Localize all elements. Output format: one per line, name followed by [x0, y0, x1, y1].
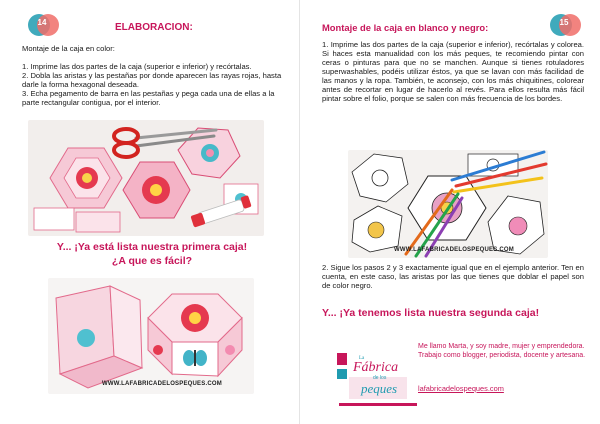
callout-second-box: Y... ¡Ya tenemos lista nuestra segunda caja!	[322, 307, 540, 319]
instructions	[22, 44, 284, 107]
logo-illustration	[333, 349, 423, 417]
step-1-text: 1. Imprime las dos partes de la caja (superior e inferior), recórtalas y colorea. Si haces esta manualidad con los más peques, te recomiendo pintar con ceras o pinturas para que no se manchen. Aunque si tienes rotuladores superwashables, podéis utilizar éstos, ya que se lavan con más facilidad de las manos y la ropa. También, te aconsejo, con los más chiquitines, colorear antes de recortar en lugar de hacerlo al revés. Para ellos resulta más fácil pintar sobre el folio, porque se salen con más frecuencia de los bordes.	[322, 40, 584, 103]
photo-watermark: WWW.LAFABRICADELOSPEQUES.COM	[394, 247, 514, 253]
photo-coloring-pieces	[348, 150, 548, 258]
author-bio-line-1: Me llamo Marta, y soy madre, mujer y emprendedora.	[418, 343, 585, 350]
fabrica-peques-logo	[333, 349, 423, 417]
website-link[interactable]: lafabricadelospeques.com	[418, 384, 504, 393]
page-heading: Montaje de la caja en blanco y negro:	[322, 22, 489, 33]
logo-infix: de los	[373, 375, 387, 381]
photo-watermark: WWW.LAFABRICADELOSPEQUES.COM	[102, 381, 222, 387]
author-bio-line-2: Trabajo como blogger, periodista, docente y artesana.	[418, 352, 586, 359]
logo-word-2: peques	[361, 381, 398, 396]
instructions-subtitle: Montaje de la caja en color:	[22, 44, 115, 53]
photo-colored-pieces	[28, 120, 264, 236]
page-heading: ELABORACION:	[115, 22, 193, 33]
assembled-box-illustration	[48, 278, 254, 394]
step-2-text: 2. Sigue los pasos 2 y 3 exactamente igual que en el ejemplo anterior. Ten en cuenta, en este caso, las aristas por las que tienes que doblar el papel son de color negro.	[322, 263, 584, 290]
right-page	[300, 0, 600, 424]
coloring-pieces-illustration	[348, 150, 548, 258]
callout-line-2: ¿A que es fácil?	[111, 255, 193, 267]
step-1: 1. Imprime las dos partes de la caja (superior e inferior) y recórtalas.	[22, 62, 252, 71]
step-3: 3. Echa pegamento de barra en las pestañas y pega cada una de ellas a la parte rectangular contigua, por el interior.	[22, 89, 275, 107]
page-number-badge	[28, 14, 56, 38]
author-bio	[418, 342, 586, 360]
callout-first-box	[20, 240, 284, 268]
page-number: 14	[37, 18, 47, 27]
step-2: 2. Dobla las aristas y las pestañas por donde aparecen las rayas rojas, hasta darle la forma hexagonal deseada.	[22, 71, 282, 89]
logo-word-1: Fábrica	[353, 360, 399, 375]
page-number: 15	[559, 18, 569, 27]
photo-assembled-box	[48, 278, 254, 394]
page-number-badge	[550, 14, 578, 38]
colored-pieces-illustration	[28, 120, 264, 236]
logo-prefix: La	[359, 356, 365, 361]
callout-line-1: Y... ¡Ya está lista nuestra primera caja!	[56, 241, 248, 253]
